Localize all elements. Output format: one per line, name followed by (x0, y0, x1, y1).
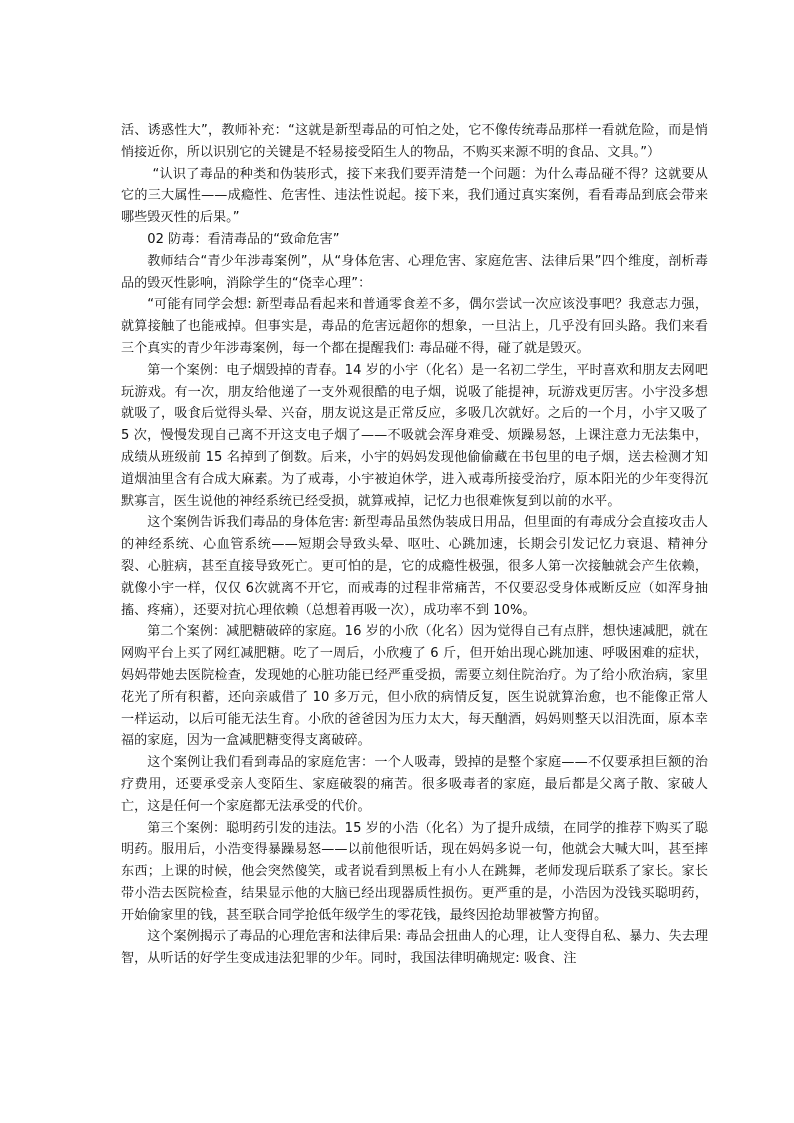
paragraph-case-1: 第一个案例：电子烟毁掉的青春。14 岁的小宇（化名）是一名初二学生，平时喜欢和朋友去网吧玩游戏。有一次，朋友给他递了一支外观很酷的电子烟，说吸了能提神，玩游戏更厉害。小宇没多想就吸了，吸食后觉得头晕、兴奋，朋友说这是正常反应，多吸几次就好。之后的一个月，小宇又吸了 5 次，慢慢发现自己离不开这支电子烟了——不吸就会浑身难受、烦躁易怒，上课注意力无法集中，成绩从班级前 15 名掉到了倒数。后来，小宇的妈妈发现他偷偷藏在书包里的电子烟，送去检测才知道烟油里含有合成大麻素。为了戒毒，小宇被迫休学，进入戒毒所接受治疗，原本阳光的少年变得沉默寡言，医生说他的神经系统已经受损，就算戒掉，记忆力也很难恢复到以前的水平。 (121, 362, 708, 509)
paragraph-teacher-method: 教师结合“青少年涉毒案例”，从“身体危害、心理危害、家庭危害、法律后果”四个维度，剖析毒品的毁灭性影响，消除学生的“侥幸心理”： (121, 253, 708, 291)
paragraph-case-3-analysis: 这个案例揭示了毒品的心理危害和法律后果: 毒品会扭曲人的心理，让人变得自私、暴力、失去理智，从听话的好学生变成违法犯罪的少年。同时，我国法律明确规定: 吸食、注 (121, 929, 708, 967)
paragraph-quote-intro: “认识了毒品的种类和伪装形式，接下来我们要弄清楚一个问题：为什么毒品碰不得？这就要从它的三大属性——成瘾性、危害性、违法性说起。接下来，我们通过真实案例，看看毒品到底会带来哪些毁灭性的后果。” (121, 166, 708, 226)
paragraph-quote-cases: “可能有同学会想: 新型毒品看起来和普通零食差不多，偶尔尝试一次应该没事吧？我意志力强，就算接触了也能戒掉。但事实是，毒品的危害远超你的想象，一旦沾上，几乎没有回头路。我们来看三个真实的青少年涉毒案例，每一个都在提醒我们: 毒品碰不得，碰了就是毁灭。 (121, 297, 708, 356)
paragraph-case-2: 第二个案例：减肥糖破碎的家庭。16 岁的小欣（化名）因为觉得自己有点胖，想快速减肥，就在网购平台上买了网红减肥糖。吃了一周后，小欣瘦了 6 斤，但开始出现心跳加速、呼吸困难的症状，妈妈带她去医院检查，发现她的心脏功能已经严重受损，需要立刻住院治疗。为了给小欣治病，家里花光了所有积蓄，还向亲戚借了 10 多万元，但小欣的病情反复，医生说就算治愈，也不能像正常人一样运动，以后可能无法生育。小欣的爸爸因为压力太大，每天酗酒，妈妈则整天以泪洗面，原本幸福的家庭，因为一盒减肥糖变得支离破碎。 (121, 624, 708, 749)
paragraph-continuation: 活、诱惑性大”，教师补充：“这就是新型毒品的可怕之处，它不像传统毒品那样一看就危险，而是悄悄接近你，所以识别它的关键是不轻易接受陌生人的物品，不购买来源不明的食品、文具。”） (121, 123, 708, 160)
section-heading: 02 防毒：看清毒品的“致命危害” (147, 231, 340, 247)
paragraph-case-2-analysis: 这个案例让我们看到毒品的家庭危害：一个人吸毒，毁掉的是整个家庭——不仅要承担巨额的治疗费用，还要承受亲人变陌生、家庭破裂的痛苦。很多吸毒者的家庭，最后都是父离子散、家破人亡，这是任何一个家庭都无法承受的代价。 (121, 755, 708, 814)
paragraph-case-3: 第三个案例：聪明药引发的违法。15 岁的小浩（化名）为了提升成绩，在同学的推荐下购买了聪明药。服用后，小浩变得暴躁易怒——以前他很听话，现在妈妈多说一句，他就会大喊大叫，甚至摔东西；上课的时候，他会突然傻笑，或者说看到黑板上有小人在跳舞，老师发现后联系了家长。家长带小浩去医院检查，结果显示他的大脑已经出现器质性损伤。更严重的是，小浩因为没钱买聪明药，开始偷家里的钱，甚至联合同学抢低年级学生的零花钱，最终因抢劫罪被警方拘留。 (121, 820, 708, 923)
paragraph-case-1-analysis: 这个案例告诉我们毒品的身体危害: 新型毒品虽然伪装成日用品，但里面的有毒成分会直接攻击人的神经系统、心血管系统——短期会导致头晕、呕吐、心跳加速，长期会引发记忆力衰退、精神分裂、心脏病，甚至直接导致死亡。更可怕的是，它的成瘾性极强，很多人第一次接触就会产生依赖，就像小宇一样，仅仅 6次就离不开它，而戒毒的过程非常痛苦，不仅要忍受身体戒断反应（如浑身抽搐、疼痛），还要对抗心理依赖（总想着再吸一次），成功率不到 10%。 (121, 515, 708, 618)
